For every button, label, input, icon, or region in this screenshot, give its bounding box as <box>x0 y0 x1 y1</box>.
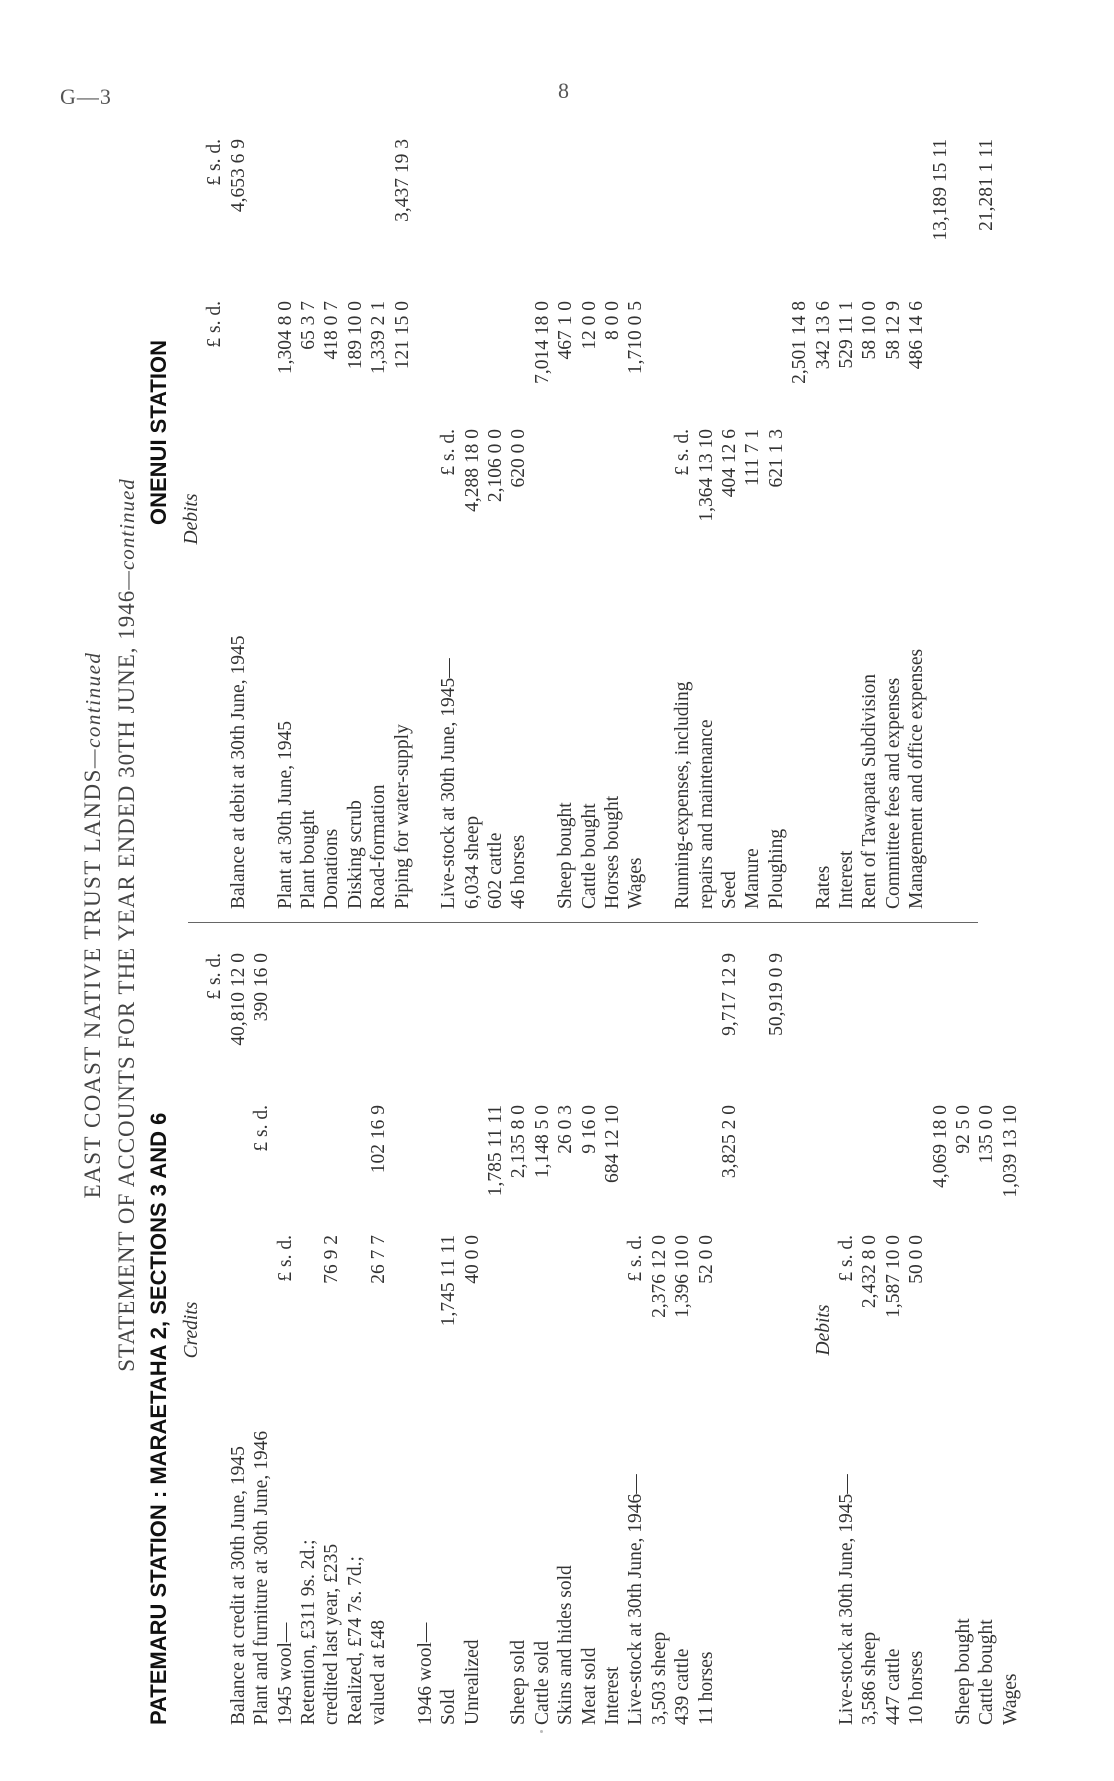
ledger-label: 439 cattle <box>672 1648 694 1725</box>
ledger-row <box>601 935 624 1725</box>
amount-col3: 40,810 12 0 <box>227 953 249 1046</box>
ledger-row <box>788 129 811 909</box>
ledger-row <box>578 935 601 1725</box>
ledger-row <box>437 129 460 909</box>
amount-col1: 40 0 0 <box>461 1235 483 1284</box>
ledger-row <box>274 935 297 1725</box>
amount-col1: 1,745 11 11 <box>438 1235 460 1327</box>
ledger-row <box>484 935 507 1725</box>
ledger-label: Running-expenses, including <box>672 681 694 909</box>
column-divider <box>188 922 978 923</box>
amount-col1: £ s. d. <box>672 429 694 476</box>
amount-col2: 4,069 18 0 <box>929 1105 951 1188</box>
amount-col3: £ s. d. <box>204 953 226 1000</box>
title-line2: STATEMENT OF ACCOUNTS FOR THE YEAR ENDED 30TH JUNE, 1946 <box>114 589 139 1372</box>
ledger-label: Plant and furniture at 30th June, 1946 <box>251 1430 273 1725</box>
ledger-label: 10 horses <box>906 1650 928 1725</box>
ledger-row <box>227 129 250 909</box>
amount-col2: 135 0 0 <box>976 1105 998 1164</box>
ledger-row <box>391 935 414 1725</box>
ledger-row <box>905 935 928 1725</box>
ledger-label: Horses bought <box>602 795 624 909</box>
ledger-label: Disking scrub <box>344 800 366 909</box>
amount-col2: 486 14 6 <box>906 301 928 370</box>
ledger-row <box>601 129 624 909</box>
debits-label: Debits <box>812 1304 834 1356</box>
amount-col2: 467 1 0 <box>555 301 577 360</box>
ledger-row <box>297 129 320 909</box>
amount-col1: 50 0 0 <box>906 1235 928 1284</box>
ledger-row <box>741 129 764 909</box>
ledger-label: Sheep sold <box>508 1639 530 1725</box>
ledger-row <box>367 129 390 909</box>
amount-col2: 2,135 8 0 <box>508 1105 530 1179</box>
amount-col1: 1,587 10 0 <box>882 1235 904 1318</box>
amount-col1: 404 12 6 <box>718 429 740 498</box>
ledger-label: Cattle bought <box>976 1619 998 1725</box>
ledger-label: Balance at credit at 30th June, 1945 <box>227 1446 249 1725</box>
amount-col2: 189 10 0 <box>344 301 366 370</box>
ledger-label: Rent of Tawapata Subdivision <box>859 674 881 909</box>
ledger-row <box>999 935 1022 1725</box>
title-line1-continued: —continued <box>81 651 105 769</box>
amount-col1: 4,288 18 0 <box>461 429 483 512</box>
amount-col2: 1,785 11 11 <box>485 1105 507 1197</box>
amount-col2: 92 5 0 <box>952 1105 974 1154</box>
amount-col1: £ s. d. <box>625 1235 647 1282</box>
ledger-label: Realized, £74 7s. 7d.; <box>344 1556 366 1725</box>
ledger-row <box>203 935 226 1725</box>
onenui-accounts <box>180 129 999 909</box>
amount-col3: 9,717 12 9 <box>718 953 740 1036</box>
ledger-row <box>718 935 741 1725</box>
amount-col2: 1,304 8 0 <box>274 301 296 375</box>
ledger-row <box>507 935 530 1725</box>
ledger-label: 1946 wool— <box>414 1622 436 1725</box>
ledger-row <box>718 129 741 909</box>
amount-col2: 8 0 0 <box>602 301 624 340</box>
ledger-label: Cattle bought <box>578 803 600 909</box>
ledger-label: Live-stock at 30th June, 1945— <box>438 658 460 909</box>
ledger-label: Interest <box>602 1666 624 1725</box>
credits-rows <box>203 935 811 1725</box>
ledger-row <box>250 129 273 909</box>
amount-col2: 342 13 6 <box>812 301 834 370</box>
amount-col1: £ s. d. <box>835 1235 857 1282</box>
ledger-label: 11 horses <box>695 1651 717 1725</box>
ledger-label: Sheep bought <box>952 1618 974 1725</box>
page-ref-header: G—3 <box>60 84 112 109</box>
ledger-label: Unrealized <box>461 1639 483 1725</box>
ledger-label: 602 cattle <box>485 832 507 909</box>
onenui-heading: ONENUI STATION <box>146 340 171 525</box>
speck <box>540 1730 543 1733</box>
debits-rows <box>835 935 1022 1725</box>
ledger-label: 3,586 sheep <box>859 1631 881 1725</box>
ledger-label: Ploughing <box>765 828 787 909</box>
amount-col1: 2,106 0 0 <box>485 429 507 503</box>
amount-col3: £ s. d. <box>204 139 226 186</box>
ledger-row <box>391 129 414 909</box>
ledger-label: repairs and maintenance <box>695 719 717 909</box>
ledger-row <box>952 129 975 909</box>
amount-col2: 9 16 0 <box>578 1105 600 1154</box>
amount-col3: 50,919 0 9 <box>765 953 787 1036</box>
amount-col1: 52 0 0 <box>695 1235 717 1284</box>
ledger-row <box>531 129 554 909</box>
title-line1: EAST COAST NATIVE TRUST LANDS <box>80 768 105 1199</box>
amount-col2: £ s. d. <box>251 1105 273 1152</box>
ledger-row <box>203 129 226 909</box>
amount-col2: 7,014 18 0 <box>531 301 553 384</box>
ledger-row <box>554 935 577 1725</box>
ledger-row <box>882 129 905 909</box>
ledger-row <box>320 129 343 909</box>
ledger-row <box>975 129 998 909</box>
amount-col1: 26 7 7 <box>368 1235 390 1284</box>
ledger-row <box>344 935 367 1725</box>
page-number: 8 <box>558 78 569 103</box>
ledger-row <box>648 935 671 1725</box>
amount-col3: 390 16 0 <box>251 953 273 1022</box>
amount-col2: 1,148 5 0 <box>531 1105 553 1179</box>
ledger-label: Interest <box>835 850 857 909</box>
ledger-label: 3,503 sheep <box>648 1631 670 1725</box>
amount-col2: 684 12 10 <box>602 1105 624 1183</box>
ledger-row <box>554 129 577 909</box>
ledger-label: credited last year, £235 <box>321 1543 343 1725</box>
amount-col2: 102 16 9 <box>368 1105 390 1174</box>
ledger-label: Piping for water-supply <box>391 724 413 909</box>
ledger-label: 46 horses <box>508 834 530 909</box>
ledger-label: Plant bought <box>297 809 319 909</box>
ledger-row <box>648 129 671 909</box>
ledger-row <box>671 129 694 909</box>
ledger-row <box>624 935 647 1725</box>
document-subtitle <box>114 115 140 1735</box>
amount-col3: 4,653 6 9 <box>227 139 249 213</box>
ledger-row <box>344 129 367 909</box>
amount-col1: 621 1 3 <box>765 429 787 488</box>
ledger-label: 6,034 sheep <box>461 815 483 909</box>
ledger-row <box>227 935 250 1725</box>
ledger-label: Wages <box>625 857 647 909</box>
amount-col1: £ s. d. <box>274 1235 296 1282</box>
ledger-row <box>250 935 273 1725</box>
ledger-row <box>578 129 601 909</box>
ledger-row <box>695 129 718 909</box>
ledger-row <box>437 935 460 1725</box>
amount-col2: 26 0 3 <box>555 1105 577 1154</box>
rotated-statement <box>80 115 1030 1735</box>
ledger-label: 447 cattle <box>882 1648 904 1725</box>
amount-col2: 529 11 1 <box>835 301 857 369</box>
amount-col3: 13,189 15 11 <box>929 139 951 241</box>
ledger-row <box>765 129 788 909</box>
amount-col2: 12 0 0 <box>578 301 600 350</box>
ledger-row <box>367 935 390 1725</box>
amount-col1: 2,376 12 0 <box>648 1235 670 1318</box>
amount-col2: 2,501 14 8 <box>789 301 811 384</box>
ledger-label: Live-stock at 30th June, 1946— <box>625 1474 647 1725</box>
ledger-row <box>320 935 343 1725</box>
ledger-row <box>297 935 320 1725</box>
amount-col2: 1,039 13 10 <box>999 1105 1021 1198</box>
document-title <box>80 115 106 1735</box>
ledger-label: Retention, £311 9s. 2d.; <box>297 1539 319 1725</box>
amount-col2: 65 3 7 <box>297 301 319 350</box>
ledger-label: valued at £48 <box>368 1619 390 1725</box>
ledger-row <box>671 935 694 1725</box>
ledger-label: Committee fees and expenses <box>882 677 904 909</box>
ledger-row <box>507 129 530 909</box>
ledger-row <box>858 129 881 909</box>
amount-col3: 3,437 19 3 <box>391 139 413 222</box>
patemaru-accounts <box>180 935 1022 1725</box>
ledger-row <box>858 935 881 1725</box>
ledger-label: Plant at 30th June, 1945 <box>274 721 296 909</box>
ledger-row <box>741 935 764 1725</box>
ledger-label: Skins and hides sold <box>555 1565 577 1725</box>
ledger-row <box>882 935 905 1725</box>
amount-col2: £ s. d. <box>204 301 226 348</box>
amount-col2: 1,339 2 1 <box>368 301 390 375</box>
ledger-row <box>905 129 928 909</box>
ledger-label: Balance at debit at 30th June, 1945 <box>227 635 249 909</box>
amount-col2: 58 12 9 <box>882 301 904 360</box>
ledger-row <box>624 129 647 909</box>
onenui-rows <box>203 129 998 909</box>
ledger-row <box>695 935 718 1725</box>
ledger-row <box>929 935 952 1725</box>
amount-col1: 2,432 8 0 <box>859 1235 881 1309</box>
ledger-row <box>531 935 554 1725</box>
onenui-debits-label: Debits <box>181 493 202 545</box>
ledger-row <box>929 129 952 909</box>
ledger-label: Sheep bought <box>555 802 577 909</box>
ledger-row <box>975 935 998 1725</box>
ledger-label: Road-formation <box>368 784 390 909</box>
credits-label: Credits <box>181 1301 202 1359</box>
ledger-row <box>461 935 484 1725</box>
ledger-label: Live-stock at 30th June, 1945— <box>835 1474 857 1725</box>
ledger-row <box>461 129 484 909</box>
ledger-row <box>835 935 858 1725</box>
amount-col2: 3,825 2 0 <box>718 1105 740 1179</box>
amount-col1: 111 7 1 <box>742 429 764 487</box>
ledger-label: Cattle sold <box>531 1641 553 1725</box>
ledger-label: Rates <box>812 865 834 909</box>
ledger-label: Seed <box>718 871 740 909</box>
amount-col2: 121 15 0 <box>391 301 413 370</box>
ledger-row <box>788 935 811 1725</box>
ledger-row <box>414 935 437 1725</box>
ledger-row <box>765 935 788 1725</box>
ledger-row <box>835 129 858 909</box>
amount-col2: 58 10 0 <box>859 301 881 360</box>
ledger-row <box>414 129 437 909</box>
amount-col1: £ s. d. <box>438 429 460 476</box>
ledger-label: Management and office expenses <box>906 648 928 909</box>
ledger-label: Meat sold <box>578 1647 600 1725</box>
ledger-row <box>812 129 835 909</box>
title-line2-continued: —continued <box>115 478 139 590</box>
amount-col1: 620 0 0 <box>508 429 530 488</box>
amount-col2: 418 0 7 <box>321 301 343 360</box>
amount-col1: 1,396 10 0 <box>672 1235 694 1318</box>
ledger-label: Donations <box>321 828 343 909</box>
ledger-label: Sold <box>438 1689 460 1725</box>
ledger-row <box>484 129 507 909</box>
ledger-row <box>952 935 975 1725</box>
ledger-label: 1945 wool— <box>274 1622 296 1725</box>
ledger-label: Manure <box>742 848 764 909</box>
amount-col2: 1,710 0 5 <box>625 301 647 375</box>
amount-col1: 1,364 13 10 <box>695 429 717 522</box>
amount-col1: 76 9 2 <box>321 1235 343 1284</box>
ledger-row <box>274 129 297 909</box>
ledger-label: Wages <box>999 1673 1021 1725</box>
amount-col3: 21,281 1 11 <box>976 139 998 231</box>
patemaru-heading: PATEMARU STATION : MARAETAHA 2, SECTIONS 3 AND 6 <box>146 1112 171 1725</box>
